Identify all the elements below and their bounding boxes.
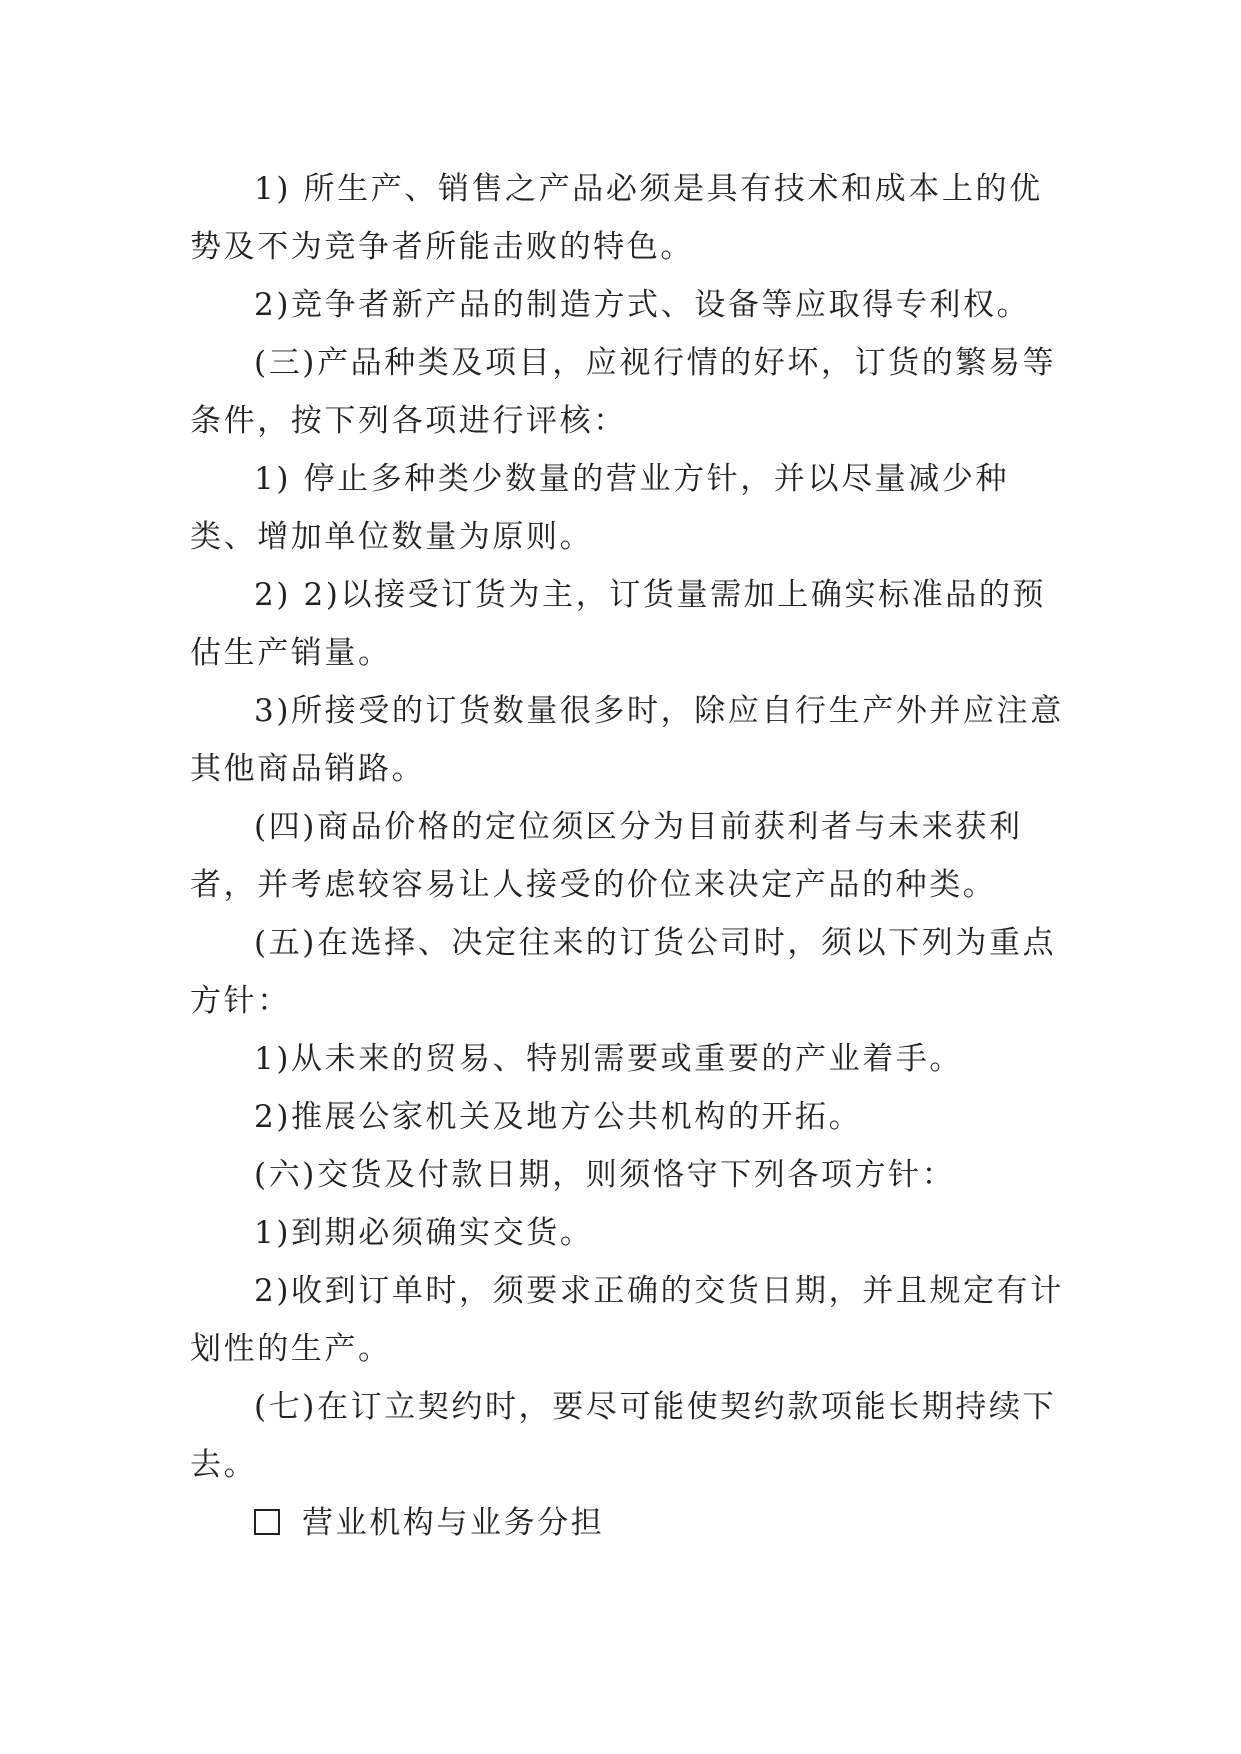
section-heading: 营业机构与业务分担 <box>302 1505 605 1541</box>
paragraph-13: 2)收到订单时，须要求正确的交货日期，并且规定有计划性的生产。 <box>190 1273 1064 1367</box>
paragraph-12: 1)到期必须确实交货。 <box>254 1215 594 1251</box>
paragraph-11: (六)交货及付款日期，则须恪守下列各项方针： <box>254 1157 956 1193</box>
paragraph-4: 1) 停止多种类少数量的营业方针，并以尽量减少种类、增加单位数量为原则。 <box>190 461 1010 555</box>
checkbox-icon <box>254 1509 280 1535</box>
body-text <box>190 160 1070 1552</box>
paragraph-2: 2)竞争者新产品的制造方式、设备等应取得专利权。 <box>254 287 1031 323</box>
paragraph-3: (三)产品种类及项目，应视行情的好坏，订货的繁易等条件，按下列各项进行评核： <box>190 345 1057 439</box>
paragraph-8: (五)在选择、决定往来的订货公司时，须以下列为重点方针： <box>190 925 1057 1019</box>
paragraph-5: 2) 2)以接受订货为主，订货量需加上确实标准品的预估生产销量。 <box>190 577 1047 671</box>
paragraph-9: 1)从未来的贸易、特别需要或重要的产业着手。 <box>254 1041 964 1077</box>
section-heading-line <box>190 1494 1070 1552</box>
paragraph-14: (七)在订立契约时，要尽可能使契约款项能长期持续下去。 <box>190 1389 1057 1483</box>
paragraph-10: 2)推展公家机关及地方公共机构的开拓。 <box>254 1099 863 1135</box>
paragraph-1: 1) 所生产、销售之产品必须是具有技术和成本上的优势及不为竞争者所能击败的特色。 <box>190 171 1043 265</box>
paragraph-6: 3)所接受的订货数量很多时，除应自行生产外并应注意其他商品销路。 <box>190 693 1064 787</box>
paragraph-7: (四)商品价格的定位须区分为目前获利者与未来获利者，并考虑较容易让人接受的价位来决定产品的种类。 <box>190 809 1023 903</box>
